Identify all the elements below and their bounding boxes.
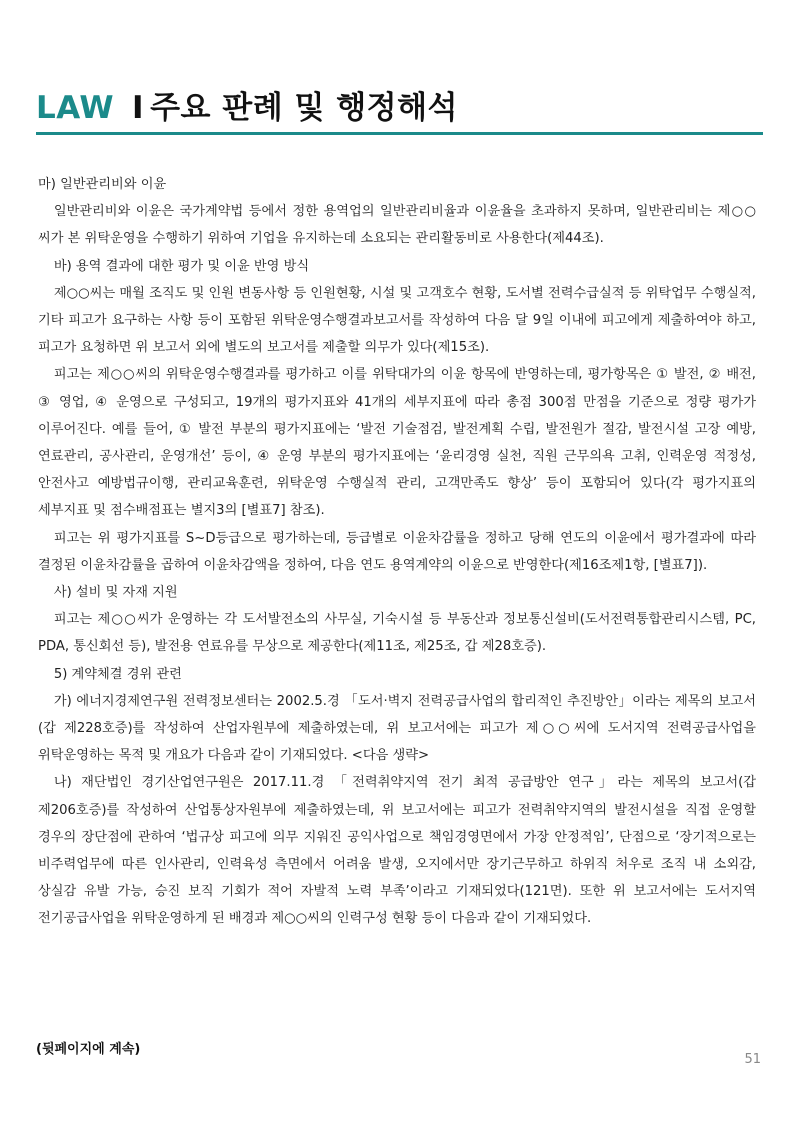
subheading-contract-background: 5) 계약체결 경위 관련: [53, 666, 182, 682]
header-separator: I: [132, 90, 145, 126]
paragraph-grade-deduction: 피고는 위 평가지표를 S~D등급으로 평가하는데, 등급별로 이윤차감률을 정하고 당해 연도의 이윤에서 평가결과에 따라 결정된 이윤차감률을 곱하여 이윤차감액을 정하여, 다음 연도 용역계약의 이윤으로 반영한다(제16조제1항, [별표7]).: [38, 530, 756, 573]
paragraph-report-duty: 제○○씨는 매월 조직도 및 인원 변동사항 등 인원현황, 시설 및 고객호수 현황, 도서별 전력수급실적 등 위탁업무 수행실적, 기타 피고가 요구하는 사항 등이 포함된 위탁운영수행결과보고서를 작성하여 다음 달 9일 이내에 피고에게 제출하여야 하고, 피고가 요청하면 위 보고서 외에 별도의 보고서를 제출할 의무가 있다(제15조).: [38, 285, 756, 356]
section-brand: LAW: [36, 90, 115, 126]
body-text: [38, 171, 756, 933]
subheading-ma: 마) 일반관리비와 이윤: [38, 177, 167, 192]
continued-note: (뒷페이지에 계속): [36, 1042, 141, 1057]
paragraph-report-2002: 가) 에너지경제연구원 전력정보센터는 2002.5.경 「도서·벽지 전력공급사업의 합리적인 추진방안」이라는 제목의 보고서(갑 제228호증)를 작성하여 산업자원부에 제출하였는데, 위 보고서에는 피고가 제○○씨에 도서지역 전력공급사업을 위탁운영하는 목적 및 개요가 다음과 같이 기재되었다. <다음 생략>: [38, 693, 756, 764]
subheading-sa: 사) 설비 및 자재 지원: [53, 585, 178, 601]
subheading-ba: 바) 용역 결과에 대한 평가 및 이윤 반영 방식: [53, 258, 310, 274]
header-divider: [36, 132, 763, 135]
paragraph-evaluation-items: 피고는 제○○씨의 위탁운영수행결과를 평가하고 이를 위탁대가의 이윤 항목에 반영하는데, 평가항목은 ① 발전, ② 배전, ③ 영업, ④ 운영으로 구성되고, 19개의 평가지표와 41개의 세부지표에 따라 총점 300점 만점을 기준으로 정량 평가가 이루어진다. 예를 들어, ① 발전 부분의 평가지표에는 ‘발전 기술점검, 발전계획 수립, 발전원가 절감, 발전시설 고장 예방, 연료관리, 공사관리, 운영개선’ 등이, ④ 운영 부분의 평가지표에는 ‘윤리경영 실천, 직원 근무의욕 고취, 인력운영 적정성, 안전사고 예방법규이행, 관리교육훈련, 위탁운영 수행실적 관리, 고객만족도 향상’ 등이 포함되어 있다(각 평가지표의 세부지표 및 점수배점표는 별지3의 [별표7] 참조).: [38, 367, 756, 519]
paragraph-overhead-profit: 일반관리비와 이윤은 국가계약법 등에서 정한 용역업의 일반관리비율과 이윤율을 초과하지 못하며, 일반관리비는 제○○씨가 본 위탁운영을 수행하기 위하여 기업을 유지하는데 소요되는 관리활동비로 사용한다(제44조).: [38, 204, 756, 247]
page-title: 주요 판례 및 행정해석: [150, 90, 458, 126]
paragraph-facility-support: 피고는 제○○씨가 운영하는 각 도서발전소의 사무실, 기숙시설 등 부동산과 정보통신설비(도서전력통합관리시스템, PC, PDA, 통신회선 등), 발전용 연료유를 무상으로 제공한다(제11조, 제25조, 갑 제28호증).: [38, 612, 756, 655]
page-number: 51: [744, 1052, 761, 1067]
paragraph-report-2017: 나) 재단법인 경기산업연구원은 2017.11.경 「전력취약지역 전기 최적 공급방안 연구」라는 제목의 보고서(갑 제206호증)를 작성하여 산업통상자원부에 제출하였는데, 위 보고서에는 피고가 전력취약지역의 발전시설을 직접 운영할 경우의 장단점에 관하여 ‘법규상 피고에 의무 지워진 공익사업으로 책임경영면에서 가장 안정적임’, 단점으로 ‘장기적으로는 비주력업무에 따른 인사관리, 인력육성 측면에서 어려움 발생, 오지에서만 장기근무하고 하위직 처우로 조직 내 소외감, 상실감 유발 가능, 승진 보직 기회가 적어 자발적 노력 부족’이라고 기재되었다(121면). 또한 위 보고서에는 도서지역 전기공급사업을 위탁운영하게 된 배경과 제○○씨의 인력구성 현황 등이 다음과 같이 기재되었다.: [38, 775, 756, 927]
page-header: [36, 88, 458, 128]
